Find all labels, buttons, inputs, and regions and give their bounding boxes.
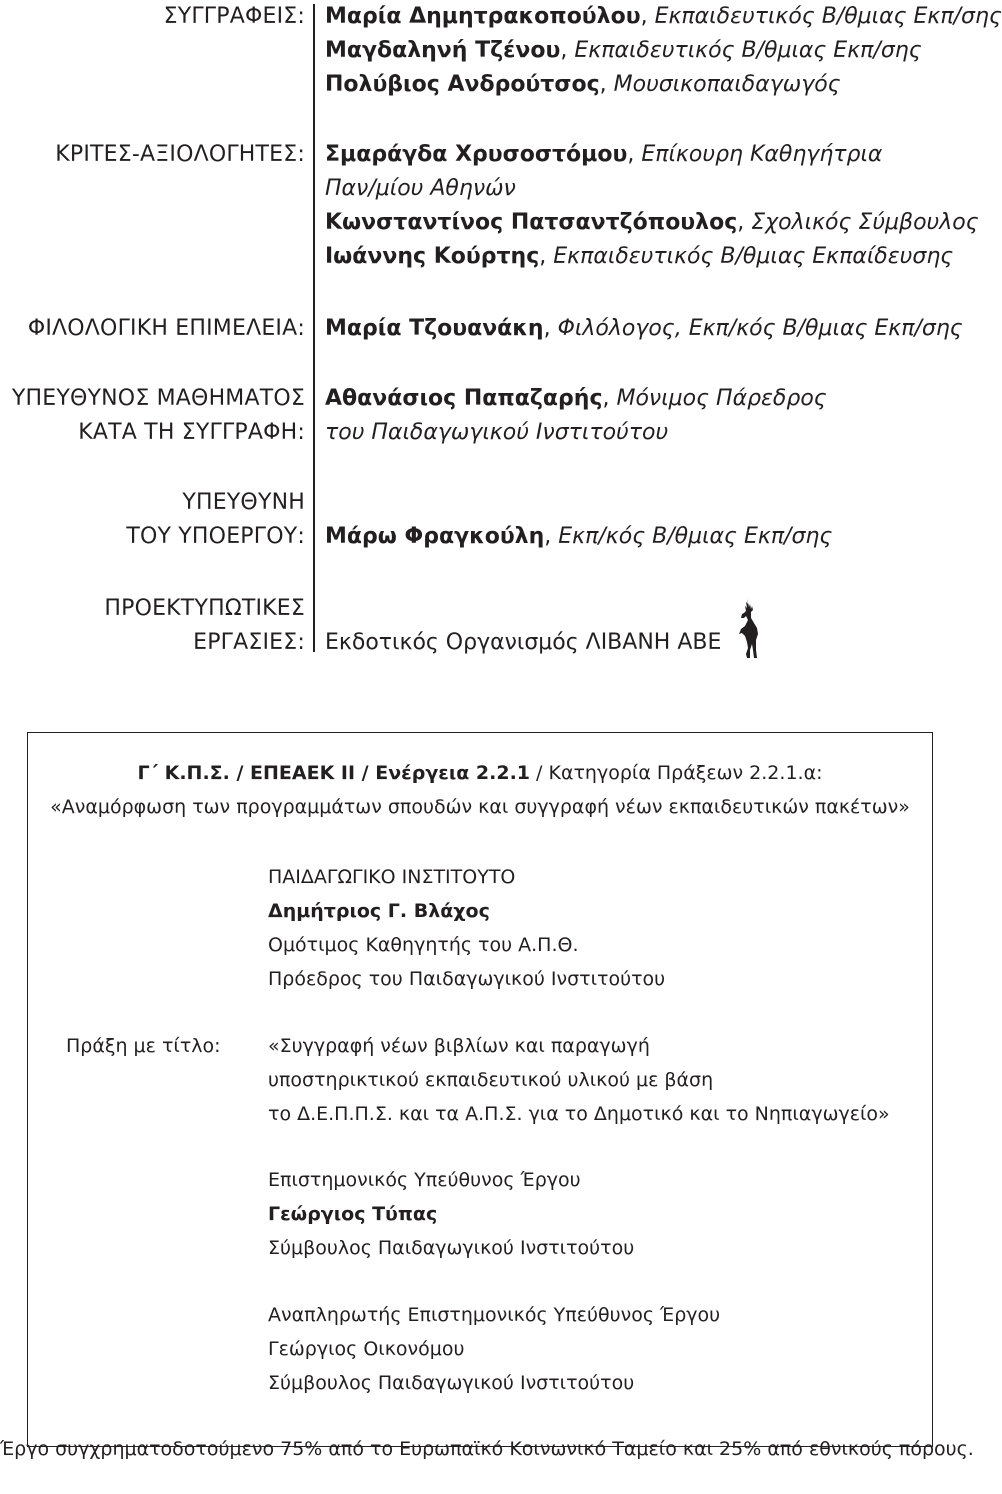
reviewer-name: Κωνσταντίνος Πατσαντζόπουλος	[325, 210, 738, 235]
reviewer-role: Επίκουρη Καθηγήτρια	[641, 142, 883, 167]
reviewer-entry: Σμαράγδα Χρυσοστόμου, Επίκουρη Καθηγήτρια	[325, 142, 883, 167]
supervisor-entry: Αθανάσιος Παπαζαρής, Μόνιμος Πάρεδρος	[325, 386, 827, 411]
reviewer-entry: Κωνσταντίνος Πατσαντζόπουλος, Σχολικός Σύμβουλος	[325, 210, 979, 235]
credits-divider	[313, 4, 315, 652]
editor-role: Φιλόλογος, Εκπ/κός Β/θμιας Εκπ/σης	[557, 316, 963, 341]
deputy-lead-role: Σύμβουλος Παιδαγωγικού Ινστιτούτου	[268, 1372, 635, 1394]
action-label: Πράξη με τίτλο:	[66, 1035, 221, 1057]
supervisor-label-line1: ΥΠΕΥΘΥΝΟΣ ΜΑΘΗΜΑΤΟΣ	[11, 386, 305, 411]
prepress-value: Εκδοτικός Οργανισμός ΛΙΒΑΝΗ ΑΒΕ	[325, 630, 722, 655]
subproject-role: Εκπ/κός Β/θμιας Εκπ/σης	[558, 524, 833, 549]
program-heading-rest: / Κατηγορία Πράξεων 2.2.1.α:	[530, 762, 823, 784]
author-entry: Μαγδαληνή Τζένου, Εκπαιδευτικός Β/θμιας Εκπ/σης	[325, 38, 922, 63]
scientific-lead-name: Γεώργιος Τύπας	[268, 1203, 438, 1225]
editor-name: Μαρία Τζουανάκη	[325, 316, 544, 341]
program-title: «Αναμόρφωση των προγραμμάτων σπουδών και συγγραφή νέων εκπαιδευτικών πακέτων»	[50, 796, 910, 818]
program-heading	[28, 758, 932, 788]
reviewer-role: Εκπαιδευτικός Β/θμιας Εκπαίδευσης	[553, 244, 954, 269]
supervisor-label-line2: ΚΑΤΑ ΤΗ ΣΥΓΓΡΑΦΗ:	[78, 420, 305, 445]
author-role: Μουσικοπαιδαγωγός	[613, 72, 841, 97]
president-title-1: Ομότιμος Καθηγητής του Α.Π.Θ.	[268, 934, 579, 956]
authors-label: ΣΥΓΓΡΑΦΕΙΣ:	[163, 4, 305, 29]
scientific-lead-title: Επιστημονικός Υπεύθυνος Έργου	[268, 1169, 581, 1191]
editing-label: ΦΙΛΟΛΟΓΙΚΗ ΕΠΙΜΕΛΕΙΑ:	[27, 316, 305, 341]
institute-name: ΠΑΙΔΑΓΩΓΙΚΟ ΙΝΣΤΙΤΟΥΤΟ	[268, 866, 516, 888]
author-name: Πολύβιος Ανδρούτσος	[325, 72, 600, 97]
reviewer-name: Σμαράγδα Χρυσοστόμου	[325, 142, 628, 167]
supervisor-role-continued: του Παιδαγωγικού Ινστιτούτου	[325, 420, 669, 445]
deer-logo-icon	[733, 596, 763, 660]
scientific-lead-role: Σύμβουλος Παιδαγωγικού Ινστιτούτου	[268, 1237, 635, 1259]
author-role: Εκπαιδευτικός Β/θμιας Εκπ/σης	[574, 38, 922, 63]
program-info-box	[27, 732, 933, 1447]
subproject-label-line1: ΥΠΕΥΘΥΝΗ	[182, 490, 305, 515]
reviewers-label: ΚΡΙΤΕΣ-ΑΞΙΟΛΟΓΗΤΕΣ:	[55, 142, 305, 167]
author-name: Μαγδαληνή Τζένου	[325, 38, 561, 63]
program-heading-bold: Γ΄ Κ.Π.Σ. / ΕΠΕΑΕΚ ΙΙ / Ενέργεια 2.2.1	[137, 762, 531, 784]
author-entry: Πολύβιος Ανδρούτσος, Μουσικοπαιδαγωγός	[325, 72, 841, 97]
action-title-line1: «Συγγραφή νέων βιβλίων και παραγωγή	[268, 1035, 650, 1057]
prepress-label-line2: ΕΡΓΑΣΙΕΣ:	[193, 630, 305, 655]
supervisor-name: Αθανάσιος Παπαζαρής	[325, 386, 603, 411]
president-title-2: Πρόεδρος του Παιδαγωγικού Ινστιτούτου	[268, 968, 666, 990]
subproject-label-line2: ΤΟΥ ΥΠΟΕΡΓΟΥ:	[126, 524, 305, 549]
action-title-line2: υποστηρικτικού εκπαιδευτικού υλικού με βάση	[268, 1069, 714, 1091]
deputy-lead-title: Αναπληρωτής Επιστημονικός Υπεύθυνος Έργου	[268, 1304, 721, 1326]
author-entry: Μαρία Δημητρακοπούλου, Εκπαιδευτικός Β/θμιας Εκπ/σης	[325, 4, 1002, 29]
subproject-name: Μάρω Φραγκούλη	[325, 524, 545, 549]
deputy-lead-name: Γεώργιος Οικονόμου	[268, 1338, 465, 1360]
editor-entry: Μαρία Τζουανάκη, Φιλόλογος, Εκπ/κός Β/θμιας Εκπ/σης	[325, 316, 963, 341]
prepress-label-line1: ΠΡΟΕΚΤΥΠΩΤΙΚΕΣ	[104, 596, 305, 621]
subproject-entry: Μάρω Φραγκούλη, Εκπ/κός Β/θμιας Εκπ/σης	[325, 524, 833, 549]
action-title-line3: το Δ.Ε.Π.Π.Σ. και τα Α.Π.Σ. για το Δημοτικό και το Νηπιαγωγείο»	[268, 1103, 890, 1125]
author-role: Εκπαιδευτικός Β/θμιας Εκπ/σης	[654, 4, 1002, 29]
reviewer-role: Σχολικός Σύμβουλος	[751, 210, 979, 235]
reviewer-entry: Ιωάννης Κούρτης, Εκπαιδευτικός Β/θμιας Εκπαίδευσης	[325, 244, 954, 269]
supervisor-role: Μόνιμος Πάρεδρος	[616, 386, 827, 411]
funding-note: Έργο συγχρηματοδοτούμενο 75% από το Ευρωπαϊκό Κοινωνικό Ταμείο και 25% από εθνικούς πόρους.	[0, 1438, 974, 1460]
president-name: Δημήτριος Γ. Βλάχος	[268, 900, 490, 922]
reviewer-role-continued: Παν/μίου Αθηνών	[325, 176, 516, 201]
reviewer-name: Ιωάννης Κούρτης	[325, 244, 540, 269]
author-name: Μαρία Δημητρακοπούλου	[325, 4, 641, 29]
